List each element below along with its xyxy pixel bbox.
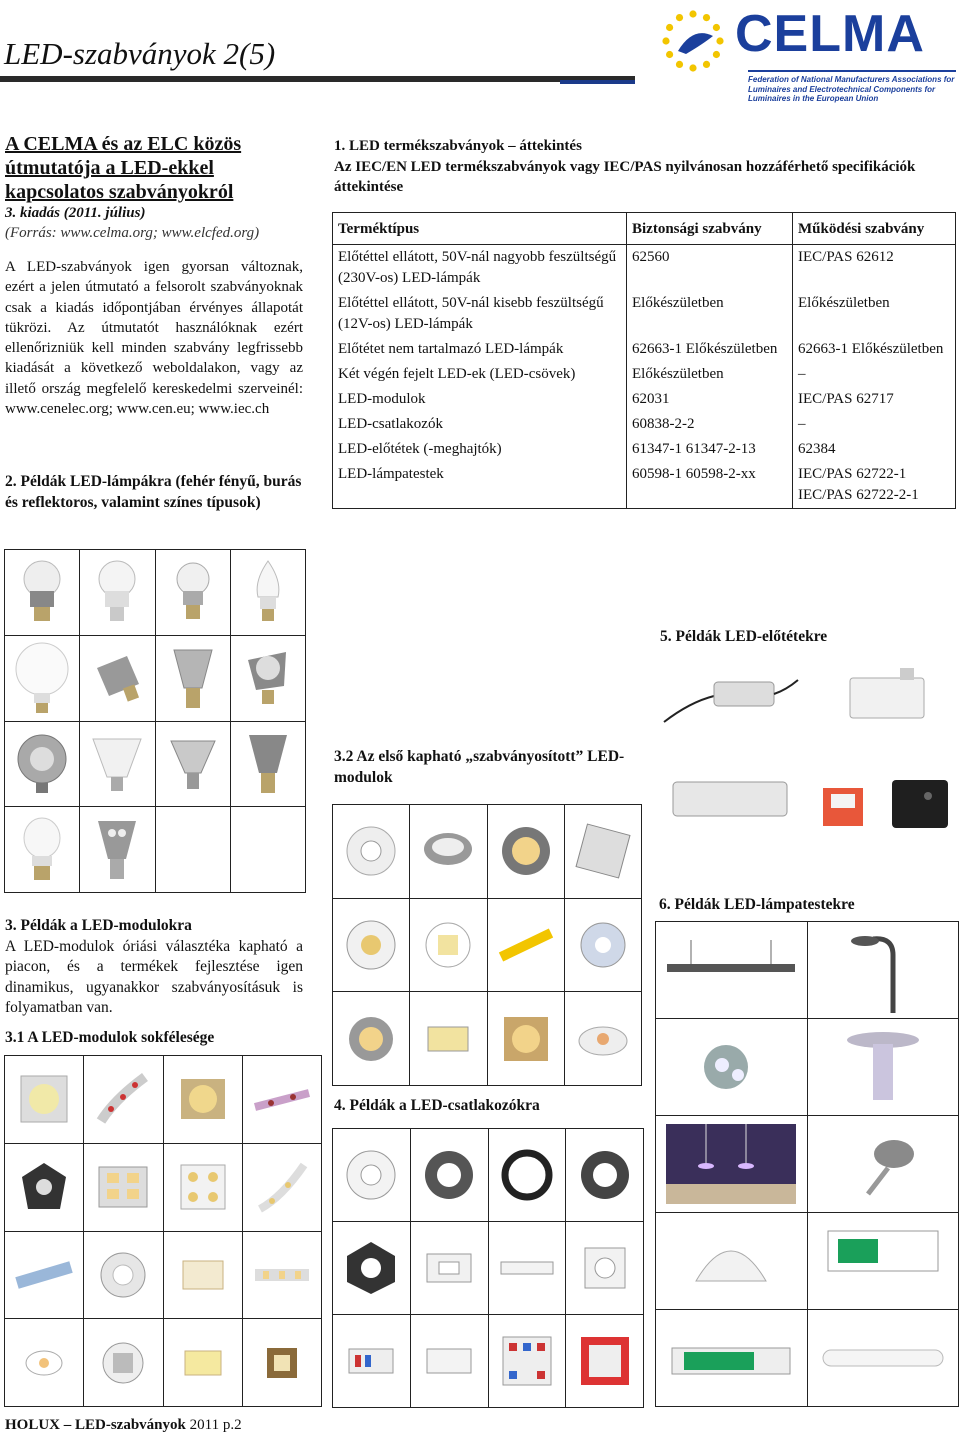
intro-paragraph: A LED-szabványok igen gyorsan változnak, ezért a jelen útmutató a felsorolt szabványoknak csak a kiadás időpontjában érvényes állapotát tükrözi. Az útmutatót használóknak ezért ellenőrizniük kell minden szabvány legfrissebb kiadását a következő weboldalakon, vagy az illető ország megfelelő kereskedelmi szerveinél: www.cenelec.org; www.cen.eu; www.iec.ch	[5, 259, 303, 418]
lamp-photo	[231, 636, 305, 721]
lamp-photo	[5, 636, 79, 721]
lamp-photo	[80, 807, 154, 892]
connector-photo	[333, 1129, 410, 1221]
table-row	[333, 362, 956, 387]
section-1-subtitle: Az IEC/EN LED termékszabványok vagy IEC/PAS nyilvánosan hozzáférhető specifikációk áttekintése	[334, 158, 916, 195]
driver-photo	[815, 778, 873, 836]
table-cell: Előkészületben	[793, 291, 956, 337]
table-row	[333, 387, 956, 412]
module-photo	[164, 1056, 242, 1143]
table-row	[333, 337, 956, 362]
edition-label: 3. kiadás (2011. július)	[5, 205, 146, 221]
table-cell: Előkészületben	[627, 362, 793, 387]
footer-brand: HOLUX – LED-szabványok	[5, 1417, 186, 1433]
module-photo	[410, 899, 486, 992]
luminaire-photo	[656, 1116, 807, 1212]
module-photo	[5, 1056, 83, 1143]
lamp-photo	[5, 722, 79, 807]
table-cell: Előtétet nem tartalmazó LED-lámpák	[333, 337, 627, 362]
driver-photo	[840, 660, 936, 730]
table-cell: Két végén fejelt LED-ek (LED-csövek)	[333, 362, 627, 387]
section-5-heading: 5. Példák LED-előtétekre	[660, 628, 828, 645]
table-cell: 61347-1 61347-2-13	[627, 437, 793, 462]
eu-stars-logo-icon	[658, 6, 728, 76]
module-photo	[410, 992, 486, 1085]
section-3	[5, 916, 303, 1019]
module-photo	[5, 1232, 83, 1319]
connector-photo	[566, 1129, 643, 1221]
module-photo	[84, 1232, 162, 1319]
col-header-performance: Működési szabvány	[793, 213, 956, 245]
celma-subtitle: Federation of National Manufacturers Associations for Luminaires and Electrotechnical Components for Luminaires in the European Union	[748, 75, 955, 103]
luminaires-grid	[655, 921, 959, 1407]
section-3-heading: 3. Példák a LED-modulokra	[5, 917, 192, 934]
luminaire-photo	[808, 1019, 959, 1115]
col-header-safety: Biztonsági szabvány	[627, 213, 793, 245]
section-3-2-heading: 3.2 Az első kapható „szabványosított” LED-modulok	[334, 748, 625, 786]
module-photo	[243, 1056, 321, 1143]
lamp-photo	[80, 636, 154, 721]
table-cell: Előkészületben	[627, 291, 793, 337]
page-title: LED-szabványok 2(5)	[4, 36, 276, 71]
luminaire-photo	[808, 1310, 959, 1406]
led-modules-grid	[4, 1055, 322, 1407]
module-photo	[488, 992, 564, 1085]
luminaire-photo	[656, 1213, 807, 1309]
connector-photo	[333, 1222, 410, 1314]
table-cell: 62384	[793, 437, 956, 462]
luminaire-photo	[808, 1213, 959, 1309]
celma-logo: CELMA	[735, 5, 925, 63]
connectors-grid	[332, 1128, 644, 1408]
module-photo	[565, 805, 641, 898]
connector-photo	[333, 1315, 410, 1407]
title-rule-accent	[560, 80, 635, 84]
lamp-photo	[5, 807, 79, 892]
lamp-photo	[80, 722, 154, 807]
module-photo	[84, 1319, 162, 1406]
table-cell: Előtéttel ellátott, 50V-nál kisebb feszültségű (12V-os) LED-lámpák	[333, 291, 627, 337]
module-photo	[5, 1144, 83, 1231]
lamp-photo	[156, 722, 230, 807]
connector-photo	[411, 1222, 488, 1314]
source-label: (Forrás: www.celma.org; www.elcfed.org)	[5, 225, 260, 241]
connector-photo	[566, 1222, 643, 1314]
module-photo	[84, 1056, 162, 1143]
luminaire-photo	[808, 1116, 959, 1212]
table-row	[333, 462, 956, 509]
footer	[5, 1417, 242, 1434]
table-cell: IEC/PAS 62612	[793, 245, 956, 292]
table-cell: 60598-1 60598-2-xx	[627, 462, 793, 509]
table-cell: LED-csatlakozók	[333, 412, 627, 437]
table-cell: Előtéttel ellátott, 50V-nál nagyobb feszültségű (230V-os) LED-lámpák	[333, 245, 627, 292]
standard-modules-grid	[332, 804, 642, 1086]
table-cell: 60838-2-2	[627, 412, 793, 437]
col-header-product-type: Terméktípus	[333, 213, 627, 245]
lamp-photo	[5, 550, 79, 635]
module-photo	[565, 899, 641, 992]
connector-photo	[411, 1315, 488, 1407]
section-1-heading	[334, 136, 954, 198]
module-photo	[164, 1319, 242, 1406]
table-cell: –	[793, 412, 956, 437]
module-photo	[164, 1232, 242, 1319]
lamp-photo	[231, 722, 305, 807]
module-photo	[488, 899, 564, 992]
luminaire-photo	[656, 922, 807, 1018]
module-photo	[243, 1232, 321, 1319]
table-row	[333, 412, 956, 437]
connector-photo	[411, 1129, 488, 1221]
module-photo	[164, 1144, 242, 1231]
table-cell: LED-előtétek (-meghajtók)	[333, 437, 627, 462]
module-photo	[243, 1144, 321, 1231]
title-rule	[0, 76, 635, 82]
table-cell: 62560	[627, 245, 793, 292]
driver-photo	[665, 770, 795, 830]
luminaire-photo	[656, 1019, 807, 1115]
section-3-1-heading: 3.1 A LED-modulok sokfélesége	[5, 1029, 215, 1046]
module-photo	[5, 1319, 83, 1406]
table-cell: 62663-1 Előkészületben	[627, 337, 793, 362]
section-3-text: A LED-modulok óriási választéka kapható a piacon, és a termékek fejlesztése igen dinamikus, ugyanakkor szabványosításuk is folyamatban van.	[5, 937, 303, 1016]
module-photo	[333, 899, 409, 992]
empty-cell	[231, 807, 305, 892]
module-photo	[243, 1319, 321, 1406]
table-header-row	[333, 213, 956, 245]
table-row	[333, 245, 956, 292]
module-photo	[410, 805, 486, 898]
connector-photo	[489, 1129, 566, 1221]
footer-page: 2011 p.2	[189, 1417, 242, 1433]
connector-photo	[489, 1315, 566, 1407]
module-photo	[565, 992, 641, 1085]
table-cell: LED-lámpatestek	[333, 462, 627, 509]
driver-photo	[660, 662, 800, 734]
table-cell: 62031	[627, 387, 793, 412]
lamp-photo	[80, 550, 154, 635]
empty-cell	[156, 807, 230, 892]
lamp-photo	[156, 636, 230, 721]
lamp-photo	[231, 550, 305, 635]
luminaire-photo	[808, 922, 959, 1018]
lamp-photo	[156, 550, 230, 635]
module-photo	[488, 805, 564, 898]
driver-photo	[886, 770, 954, 840]
section-2-heading: 2. Példák LED-lámpákra (fehér fényű, burás és reflektoros, valamint színes típusok)	[5, 473, 302, 511]
connector-photo	[489, 1222, 566, 1314]
table-cell: IEC/PAS 62722-1 IEC/PAS 62722-2-1	[793, 462, 956, 509]
section-6-heading: 6. Példák LED-lámpatestekre	[659, 896, 855, 913]
module-photo	[84, 1144, 162, 1231]
table-cell: IEC/PAS 62717	[793, 387, 956, 412]
led-lamps-grid	[4, 549, 306, 893]
table-row	[333, 291, 956, 337]
section-4-heading: 4. Példák a LED-csatlakozókra	[334, 1097, 540, 1114]
luminaire-photo	[656, 1310, 807, 1406]
logo-rule	[748, 70, 956, 72]
connector-photo	[566, 1315, 643, 1407]
module-photo	[333, 805, 409, 898]
table-cell: LED-modulok	[333, 387, 627, 412]
module-photo	[333, 992, 409, 1085]
table-cell: 62663-1 Előkészületben	[793, 337, 956, 362]
guide-heading: A CELMA és az ELC közös útmutatója a LED-ekkel kapcsolatos szabványokról	[5, 133, 242, 203]
standards-table	[332, 212, 956, 509]
table-row	[333, 437, 956, 462]
section-1-title: 1. LED termékszabványok – áttekintés	[334, 138, 582, 154]
table-cell: –	[793, 362, 956, 387]
